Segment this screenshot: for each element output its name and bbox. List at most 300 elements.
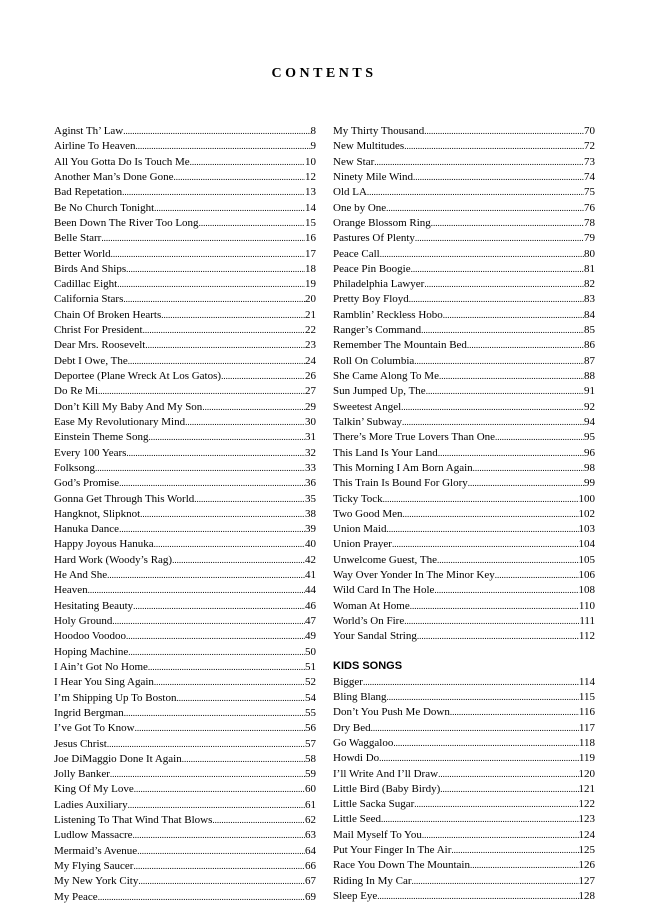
dot-leader — [434, 583, 578, 598]
dot-leader — [135, 721, 305, 736]
entry-page-number: 16 — [305, 232, 316, 245]
dot-leader — [161, 308, 305, 323]
toc-entry — [54, 859, 316, 874]
entry-page-number: 23 — [305, 339, 316, 352]
entry-title: Peace Pin Boogie — [333, 262, 411, 275]
dot-leader — [403, 507, 579, 522]
entry-page-number: 69 — [305, 890, 316, 903]
entry-title: Old LA — [333, 186, 367, 199]
entry-title: Jolly Banker — [54, 768, 110, 781]
entry-page-number: 14 — [305, 201, 316, 214]
entry-title: Two Good Men — [333, 507, 403, 520]
entry-title: I Ain’t Got No Home — [54, 660, 148, 673]
dot-leader — [149, 430, 305, 445]
dot-leader — [386, 522, 578, 537]
dot-leader — [182, 752, 305, 767]
entry-page-number: 15 — [305, 216, 316, 229]
entry-title: My Peace — [54, 890, 98, 903]
entry-title: Ticky Tock — [333, 492, 383, 505]
toc-entry — [333, 675, 595, 690]
toc-entry — [333, 599, 595, 614]
toc-entry — [333, 124, 595, 139]
dot-leader — [443, 308, 584, 323]
dot-leader — [119, 476, 305, 491]
dot-leader — [140, 507, 305, 522]
toc-entry — [54, 614, 316, 629]
entry-title: Dry Bed — [333, 721, 371, 734]
entry-page-number: 86 — [584, 339, 595, 352]
entry-page-number: 55 — [305, 706, 316, 719]
entry-title: Ludlow Massacre — [54, 829, 133, 842]
toc-entry — [54, 308, 316, 323]
toc-entry — [54, 890, 316, 905]
toc-entry — [333, 721, 595, 736]
dot-leader — [194, 492, 305, 507]
entry-page-number: 39 — [305, 523, 316, 536]
entry-page-number: 114 — [578, 675, 595, 688]
entry-page-number: 50 — [305, 645, 316, 658]
entry-page-number: 117 — [578, 721, 595, 734]
entry-page-number: 76 — [584, 201, 595, 214]
toc-entry — [333, 507, 595, 522]
entry-page-number: 120 — [578, 767, 595, 780]
toc-entry — [333, 614, 595, 629]
dot-leader — [143, 323, 305, 338]
toc-entry — [54, 400, 316, 415]
dot-leader — [154, 537, 305, 552]
dot-leader — [438, 446, 584, 461]
contents-right-column — [333, 124, 595, 904]
dot-leader — [133, 828, 305, 843]
entry-page-number: 123 — [578, 813, 595, 826]
dot-leader — [451, 843, 578, 858]
entry-title: I’m Shipping Up To Boston — [54, 691, 177, 704]
dot-leader — [95, 461, 305, 476]
dot-leader — [417, 629, 579, 644]
toc-entry — [54, 155, 316, 170]
dot-leader — [145, 338, 305, 353]
entry-page-number: 70 — [584, 125, 595, 137]
entry-page-number: 20 — [305, 293, 316, 306]
entry-page-number: 128 — [578, 890, 595, 902]
toc-entry — [54, 752, 316, 767]
entry-title: Dear Mrs. Roosevelt — [54, 339, 146, 352]
dot-leader — [123, 292, 305, 307]
toc-entry — [333, 231, 595, 246]
dot-leader — [415, 231, 584, 246]
toc-entry — [54, 706, 316, 721]
toc-entry — [333, 446, 595, 461]
dot-leader — [122, 185, 305, 200]
dot-leader — [470, 858, 579, 873]
dot-leader — [190, 155, 305, 170]
entry-title: Another Man’s Done Gone — [54, 170, 174, 183]
dot-leader — [128, 354, 305, 369]
toc-entry — [333, 797, 595, 812]
toc-entry — [54, 675, 316, 690]
toc-entry — [333, 767, 595, 782]
entry-title: Better World — [54, 247, 111, 260]
toc-entry — [54, 492, 316, 507]
entry-page-number: 56 — [305, 722, 316, 735]
entry-page-number: 64 — [305, 844, 316, 857]
entry-page-number: 125 — [578, 844, 595, 857]
toc-entry — [54, 262, 316, 277]
entry-title: Race You Down The Mountain — [333, 859, 470, 872]
entry-page-number: 91 — [584, 385, 595, 398]
entry-title: Unwelcome Guest, The — [333, 553, 437, 566]
dot-leader — [133, 859, 305, 874]
dot-leader — [439, 369, 584, 384]
entry-title: This Train Is Bound For Glory — [333, 477, 468, 490]
entry-title: My Thirty Thousand — [333, 125, 425, 137]
dot-leader — [123, 124, 310, 139]
dot-leader — [126, 446, 305, 461]
entry-title: She Came Along To Me — [333, 370, 439, 382]
entry-title: Little Bird (Baby Birdy) — [333, 782, 441, 795]
toc-entry — [333, 812, 595, 827]
entry-title: New Star — [333, 155, 375, 168]
dot-leader — [185, 415, 305, 430]
toc-entry — [54, 660, 316, 675]
dot-leader — [363, 675, 579, 690]
entry-page-number: 62 — [305, 814, 316, 827]
entry-page-number: 94 — [584, 415, 595, 428]
dot-leader — [426, 384, 584, 399]
dot-leader — [392, 537, 579, 552]
kids-songs-heading: KIDS SONGS — [333, 659, 403, 672]
toc-entry — [54, 599, 316, 614]
entry-page-number: 40 — [305, 538, 316, 551]
toc-entry — [333, 369, 595, 384]
entry-page-number: 104 — [578, 538, 595, 551]
toc-entry — [54, 507, 316, 522]
toc-entry — [54, 124, 316, 139]
entry-title: Put Your Finger In The Air — [333, 844, 452, 857]
dot-leader — [381, 812, 579, 827]
dot-leader — [111, 247, 305, 262]
entry-page-number: 10 — [305, 155, 316, 168]
entry-title: Hoping Machine — [54, 645, 129, 658]
dot-leader — [154, 675, 305, 690]
entry-page-number: 75 — [584, 186, 595, 199]
toc-entry — [54, 568, 316, 583]
entry-title: Sleep Eye — [333, 890, 378, 902]
entry-title: Roll On Columbia — [333, 354, 415, 367]
dot-leader — [112, 614, 305, 629]
entry-title: Hard Work (Woody’s Rag) — [54, 553, 173, 566]
entry-page-number: 115 — [578, 690, 595, 703]
dot-leader — [424, 124, 584, 139]
entry-page-number: 112 — [578, 630, 595, 643]
toc-entry — [54, 798, 316, 813]
dot-leader — [133, 599, 305, 614]
toc-entry — [54, 338, 316, 353]
toc-entry — [333, 828, 595, 843]
toc-entry — [54, 415, 316, 430]
entry-title: Belle Starr — [54, 232, 102, 245]
entry-title: Don’t You Push Me Down — [333, 706, 450, 719]
dot-leader — [422, 828, 579, 843]
toc-entry — [333, 216, 595, 231]
dot-leader — [128, 798, 305, 813]
entry-page-number: 22 — [305, 324, 316, 337]
entry-page-number: 119 — [578, 752, 595, 765]
entry-title: New Multitudes — [333, 140, 405, 153]
entry-page-number: 29 — [305, 400, 316, 413]
entry-page-number: 111 — [579, 615, 595, 627]
entry-title: Bigger — [333, 675, 363, 688]
toc-entry — [54, 354, 316, 369]
dot-leader — [386, 201, 584, 216]
entry-title: King Of My Love — [54, 783, 134, 796]
entry-page-number: 72 — [584, 140, 595, 153]
toc-entry — [333, 201, 595, 216]
entry-page-number: 57 — [305, 737, 316, 750]
dot-leader — [134, 782, 305, 797]
entry-title: Hesitating Beauty — [54, 599, 134, 612]
entry-title: Sun Jumped Up, The — [333, 385, 426, 398]
entry-page-number: 126 — [578, 859, 595, 872]
toc-entry — [333, 155, 595, 170]
toc-entry — [54, 185, 316, 200]
entry-title: All You Gotta Do Is Touch Me — [54, 155, 190, 168]
dot-leader — [221, 369, 305, 384]
entry-title: Little Sacka Sugar — [333, 798, 415, 811]
entry-page-number: 63 — [305, 829, 316, 842]
toc-entry — [333, 354, 595, 369]
entry-page-number: 44 — [305, 584, 316, 597]
entry-title: Your Sandal String — [333, 630, 417, 643]
toc-entry — [333, 690, 595, 705]
toc-entry — [54, 629, 316, 644]
toc-entry — [333, 247, 595, 262]
entry-page-number: 58 — [305, 752, 316, 765]
toc-entry — [333, 629, 595, 644]
entry-title: Christ For President — [54, 324, 143, 337]
entry-title: Talkin’ Subway — [333, 415, 402, 428]
dot-leader — [126, 262, 305, 277]
toc-entry — [54, 874, 316, 889]
toc-entry — [54, 446, 316, 461]
entry-page-number: 33 — [305, 461, 316, 474]
entry-title: Pastures Of Plenty — [333, 232, 415, 245]
entry-page-number: 83 — [584, 293, 595, 306]
toc-entry — [333, 858, 595, 873]
dot-leader — [173, 170, 305, 185]
entry-title: Union Maid — [333, 523, 387, 536]
entry-page-number: 79 — [584, 232, 595, 245]
dot-leader — [107, 568, 305, 583]
dot-leader — [450, 705, 579, 720]
entry-title: I’ve Got To Know — [54, 722, 135, 735]
toc-entry — [333, 782, 595, 797]
dot-leader — [421, 323, 584, 338]
dot-leader — [404, 139, 584, 154]
dot-leader — [176, 691, 305, 706]
toc-entry — [333, 461, 595, 476]
entry-page-number: 26 — [305, 370, 316, 382]
entry-page-number: 30 — [305, 415, 316, 428]
entry-page-number: 98 — [584, 461, 595, 474]
entry-title: Cadillac Eight — [54, 278, 118, 291]
entry-title: My Flying Saucer — [54, 860, 134, 872]
dot-leader — [410, 599, 579, 614]
dot-leader — [393, 736, 579, 751]
entry-page-number: 42 — [305, 553, 316, 566]
dot-leader — [380, 247, 584, 262]
toc-entry — [54, 828, 316, 843]
toc-entry — [333, 568, 595, 583]
toc-entry — [54, 813, 316, 828]
entry-page-number: 52 — [305, 676, 316, 689]
entry-title: Ingrid Bergman — [54, 706, 124, 719]
entry-title: One by One — [333, 201, 387, 214]
entry-title: Birds And Ships — [54, 262, 127, 275]
contents-main-list — [333, 124, 595, 645]
toc-entry — [54, 553, 316, 568]
entry-title: Ninety Mile Wind — [333, 170, 414, 183]
entry-page-number: 95 — [584, 431, 595, 444]
dot-leader — [137, 844, 305, 859]
toc-entry — [333, 185, 595, 200]
toc-entry — [54, 430, 316, 445]
toc-entry — [54, 139, 316, 154]
entry-title: California Stars — [54, 293, 124, 306]
dot-leader — [413, 170, 584, 185]
toc-entry — [54, 201, 316, 216]
toc-entry — [333, 537, 595, 552]
entry-page-number: 24 — [305, 354, 316, 367]
entry-page-number: 8 — [310, 125, 316, 137]
entry-title: Been Down The River Too Long — [54, 216, 199, 229]
entry-title: Happy Joyous Hanuka — [54, 538, 154, 551]
toc-entry — [54, 844, 316, 859]
dot-leader — [101, 231, 305, 246]
page-title: CONTENTS — [271, 66, 377, 81]
entry-page-number: 67 — [305, 875, 316, 888]
entry-title: Hanuka Dance — [54, 523, 120, 536]
entry-page-number: 49 — [305, 630, 316, 643]
toc-entry — [54, 170, 316, 185]
entry-title: Joe DiMaggio Done It Again — [54, 752, 182, 765]
entry-page-number: 116 — [578, 706, 595, 719]
entry-title: This Land Is Your Land — [333, 446, 438, 459]
entry-title: Sweetest Angel — [333, 400, 402, 413]
dot-leader — [473, 461, 584, 476]
dot-leader — [371, 721, 579, 736]
entry-page-number: 92 — [584, 400, 595, 413]
entry-page-number: 74 — [584, 170, 595, 183]
entry-page-number: 108 — [578, 584, 595, 597]
entry-page-number: 82 — [584, 278, 595, 291]
toc-entry — [333, 553, 595, 568]
entry-title: Ramblin’ Reckless Hobo — [333, 308, 443, 321]
toc-entry — [54, 461, 316, 476]
toc-entry — [333, 430, 595, 445]
entry-title: Folksong — [54, 461, 95, 474]
entry-title: Pretty Boy Floyd — [333, 293, 409, 306]
toc-entry — [54, 384, 316, 399]
dot-leader — [88, 583, 305, 598]
toc-entry — [54, 369, 316, 384]
dot-leader — [124, 706, 305, 721]
toc-entry — [333, 384, 595, 399]
toc-entry — [54, 231, 316, 246]
dot-leader — [468, 476, 584, 491]
entry-page-number: 88 — [584, 370, 595, 382]
entry-page-number: 84 — [584, 308, 595, 321]
toc-entry — [333, 323, 595, 338]
entry-title: Gonna Get Through This World — [54, 492, 195, 505]
toc-entry — [333, 139, 595, 154]
dot-leader — [495, 568, 579, 583]
toc-entry — [54, 645, 316, 660]
entry-title: Howdi Do — [333, 752, 380, 765]
entry-title: My New York City — [54, 875, 139, 888]
entry-page-number: 12 — [305, 170, 316, 183]
entry-title: Airline To Heaven — [54, 140, 136, 153]
entry-page-number: 122 — [578, 798, 595, 811]
entry-title: Wild Card In The Hole — [333, 584, 435, 597]
entry-title: World’s On Fire — [333, 615, 405, 627]
entry-title: Chain Of Broken Hearts — [54, 308, 162, 321]
dot-leader — [379, 751, 579, 766]
entry-title: God’s Promise — [54, 477, 120, 490]
entry-title: I’ll Write And I’ll Draw — [333, 767, 439, 780]
entry-title: Union Prayer — [333, 538, 392, 551]
dot-leader — [414, 354, 584, 369]
toc-entry — [333, 736, 595, 751]
entry-title: Hangknot, Slipknot — [54, 507, 141, 520]
toc-entry — [333, 522, 595, 537]
entry-page-number: 17 — [305, 247, 316, 260]
dot-leader — [98, 890, 305, 905]
entry-title: Hoodoo Voodoo — [54, 630, 127, 643]
entry-page-number: 51 — [305, 660, 316, 673]
entry-page-number: 105 — [578, 553, 595, 566]
contents-left-column — [54, 124, 316, 905]
entry-title: Woman At Home — [333, 599, 410, 612]
toc-entry — [54, 737, 316, 752]
entry-title: Be No Church Tonight — [54, 201, 155, 214]
entry-page-number: 41 — [305, 569, 316, 582]
entry-title: Orange Blossom Ring — [333, 216, 431, 229]
entry-page-number: 13 — [305, 186, 316, 199]
toc-entry — [333, 874, 595, 889]
toc-entry — [54, 216, 316, 231]
entry-title: Little Seed — [333, 813, 381, 826]
toc-entry — [333, 476, 595, 491]
toc-entry — [54, 782, 316, 797]
dot-leader — [154, 201, 305, 216]
entry-title: I Hear You Sing Again — [54, 676, 154, 689]
entry-title: Remember The Mountain Bed — [333, 339, 467, 352]
dot-leader — [409, 292, 584, 307]
entry-title: Do Re Mi — [54, 385, 98, 398]
toc-entry — [54, 522, 316, 537]
entry-title: Bad Repetation — [54, 186, 123, 199]
dot-leader — [126, 629, 305, 644]
toc-entry — [333, 292, 595, 307]
entry-page-number: 100 — [578, 492, 595, 505]
entry-title: Einstein Theme Song — [54, 431, 149, 444]
toc-entry — [54, 476, 316, 491]
toc-entry — [333, 705, 595, 720]
toc-entry — [54, 247, 316, 262]
entry-page-number: 60 — [305, 783, 316, 796]
toc-entry — [333, 583, 595, 598]
